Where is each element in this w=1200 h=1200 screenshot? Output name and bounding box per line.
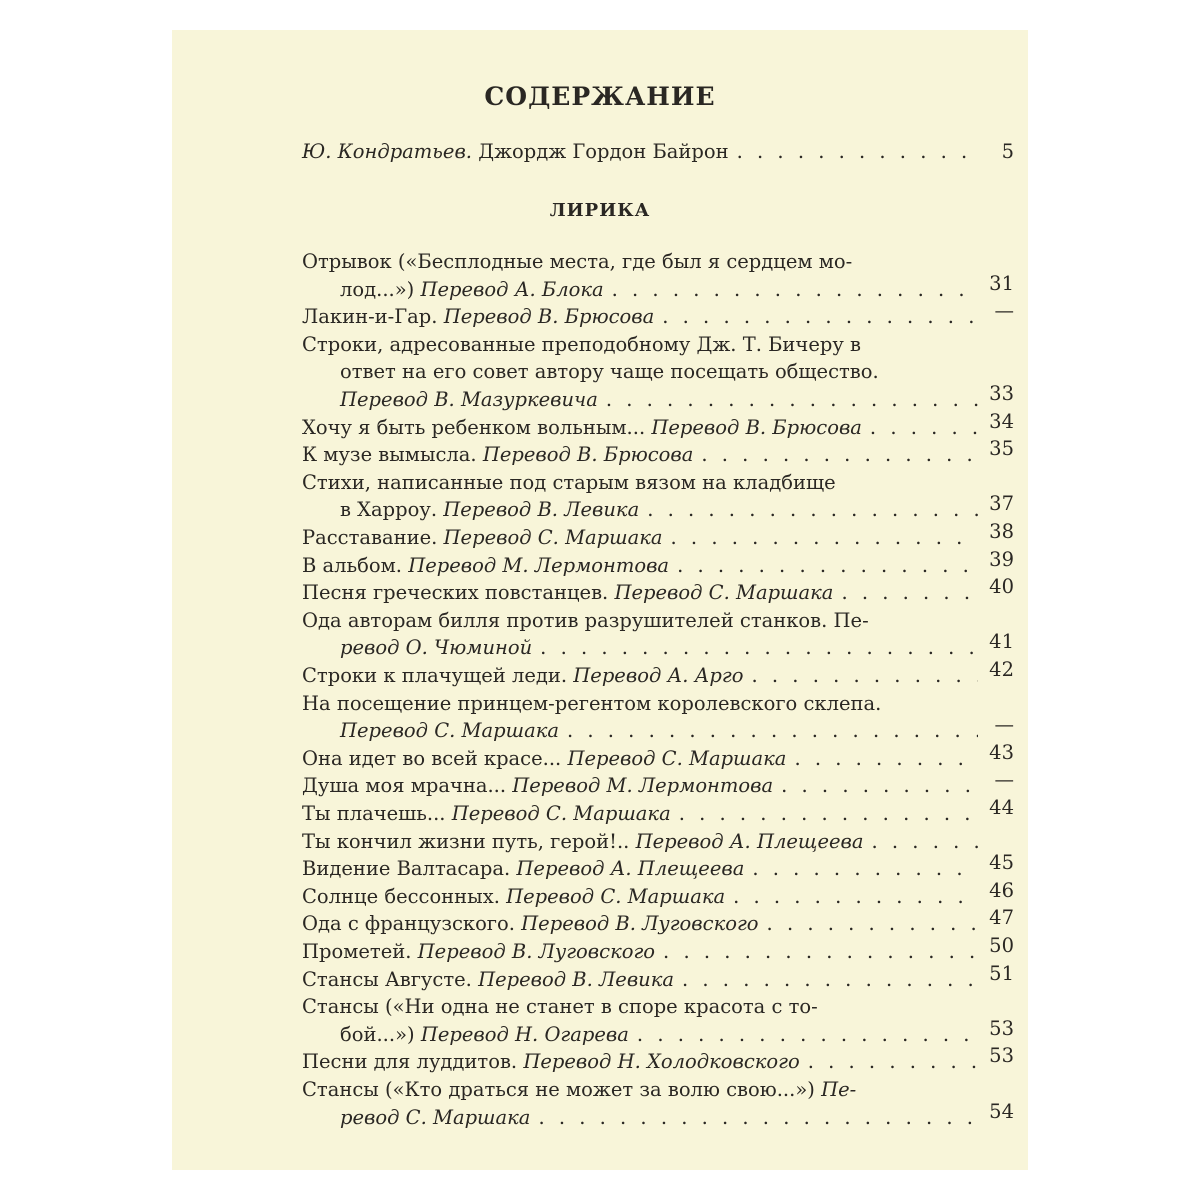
entry-text <box>340 1021 629 1049</box>
entry-translator: Перевод В. Мазуркевича <box>340 388 598 411</box>
page-number: 33 <box>989 382 1014 405</box>
entry-text <box>302 662 744 690</box>
entry-title: бой...») <box>340 1022 415 1046</box>
page-number: 38 <box>989 520 1014 543</box>
dot-leader <box>671 524 978 552</box>
entry-translator: Перевод С. Маршака <box>506 884 726 908</box>
dot-leader <box>808 1048 978 1076</box>
entry-text <box>302 993 818 1021</box>
page-number: 47 <box>989 906 1014 930</box>
dot-leader <box>794 745 978 773</box>
entry-title: Видение Валтасара. <box>302 857 511 881</box>
entry-title: Стансы («Кто драться не может за волю свою...») <box>302 1078 815 1101</box>
entry-translator: Перевод С. Маршака <box>451 802 671 825</box>
toc-entry-line <box>340 630 1014 662</box>
toc-entry-line <box>302 248 982 276</box>
entry-title: лод...») <box>340 277 415 301</box>
toc-entry-line <box>302 878 1014 911</box>
dot-leader <box>538 1104 978 1132</box>
entry-translator: Перевод В. Левика <box>478 967 674 991</box>
page-number: 5 <box>1001 140 1014 163</box>
page-number: 53 <box>989 1044 1014 1068</box>
entry-title: Лакин-и-Гар. <box>302 305 438 329</box>
entry-translator: Перевод С. Маршака <box>614 581 834 605</box>
toc-entry-line <box>302 520 1014 552</box>
entry-text <box>302 745 786 773</box>
entry-title: Стихи, написанные под старым вязом на кладбище <box>302 470 836 494</box>
dot-leader <box>612 276 978 304</box>
dot-leader <box>841 579 978 607</box>
dot-leader <box>677 552 978 580</box>
dot-leader <box>752 855 978 883</box>
page-number: 44 <box>989 796 1014 819</box>
entry-text <box>340 1104 530 1132</box>
toc-entry-line <box>340 1016 1014 1049</box>
page-number: 53 <box>989 1016 1014 1040</box>
entry-title: Стансы («Ни одна не станет в споре красота с то- <box>302 995 818 1019</box>
toc-entry-line <box>302 575 1014 607</box>
entry-title: Стансы Августе. <box>302 967 472 991</box>
dot-leader <box>662 303 978 331</box>
dot-leader <box>606 386 978 414</box>
dot-leader <box>752 662 978 690</box>
entry-translator: ревод С. Маршака <box>340 1105 531 1129</box>
toc-entry-line <box>302 796 1014 828</box>
toc-entry-line <box>302 607 982 635</box>
entry-title: Ода с французского. <box>302 912 515 936</box>
dot-leader <box>872 828 979 856</box>
page-number: 43 <box>989 740 1014 764</box>
page-number: 51 <box>989 961 1014 985</box>
entry-translator: Перевод В. Луговского <box>521 912 759 936</box>
toc-entry-line <box>302 658 1014 690</box>
toc-entry-intro <box>302 138 1014 166</box>
entry-translator: Перевод С. Маршака <box>567 746 787 770</box>
toc-entry-line <box>302 851 1014 883</box>
entry-text <box>302 855 744 883</box>
dot-leader <box>567 717 978 745</box>
page-number: — <box>994 713 1014 737</box>
toc-entry-line <box>302 1076 982 1104</box>
entry-translator: Перевод В. Левика <box>443 498 640 522</box>
entry-text <box>302 828 864 856</box>
entry-translator: Перевод М. Лермонтова <box>512 774 774 798</box>
toc-entry-line <box>302 828 982 856</box>
page-number: 46 <box>989 878 1014 902</box>
entry-text <box>302 552 669 580</box>
entry-title: Ода авторам билля против разрушителей станков. Пе- <box>302 608 869 632</box>
dot-leader <box>767 910 978 938</box>
toc-entry-line <box>340 713 1014 745</box>
entry-text <box>302 331 861 359</box>
entry-title: в Харроу. <box>340 498 438 522</box>
page-number: 41 <box>989 630 1014 654</box>
entry-text <box>302 303 654 331</box>
page-title: СОДЕРЖАНИЕ <box>484 82 716 111</box>
entry-text <box>302 469 836 497</box>
entry-title: Ты кончил жизни путь, герой!.. <box>302 829 630 853</box>
entry-translator: Перевод С. Маршака <box>443 526 663 549</box>
toc-entry-line <box>302 768 1014 800</box>
entry-text <box>302 690 881 718</box>
entry-title: Строки, адресованные преподобному Дж. Т. Бичеру в <box>302 332 861 356</box>
page-number: — <box>994 299 1014 323</box>
toc-entry-line <box>302 331 982 359</box>
toc-entry-line <box>302 547 1014 580</box>
entry-text <box>302 800 671 828</box>
entry-text <box>302 1048 800 1076</box>
entry-text <box>340 276 604 304</box>
toc-entry-line <box>302 299 1014 331</box>
dot-leader <box>637 1021 978 1049</box>
entry-title: ответ на его совет автору чаще посещать общество. <box>340 360 879 384</box>
entry-translator: Перевод А. Арго <box>573 664 744 687</box>
entry-text <box>302 966 674 994</box>
toc-entry-line <box>302 961 1014 994</box>
page-number: 39 <box>989 547 1014 571</box>
dot-leader <box>701 441 978 469</box>
page-number: 35 <box>989 437 1014 461</box>
entry-title: На посещение принцем-регентом королевского склепа. <box>302 691 882 715</box>
entry-text <box>340 386 598 414</box>
entry-title: К музе вымысла. <box>302 443 477 467</box>
toc-entry-line <box>302 437 1014 469</box>
entry-text <box>302 772 773 800</box>
entry-title: Прометей. <box>302 940 412 963</box>
intro-author: Ю. Кондратьев. <box>302 140 473 163</box>
entry-text <box>302 524 663 552</box>
toc-entry-line <box>340 492 1014 524</box>
dot-leader <box>682 966 978 994</box>
section-title: ЛИРИКА <box>549 200 651 221</box>
entry-title: Хочу я быть ребенком вольным... <box>302 415 646 439</box>
entry-title: Душа моя мрачна... <box>302 774 507 798</box>
entry-title: В альбом. <box>302 553 403 577</box>
entry-text <box>340 358 879 386</box>
dot-leader <box>737 138 978 166</box>
entry-translator: Перевод М. Лермонтова <box>408 553 670 577</box>
toc-entry-line <box>340 382 1014 414</box>
dot-leader <box>663 938 978 966</box>
entry-translator: Перевод В. Луговского <box>417 940 656 963</box>
entry-text <box>302 1076 856 1104</box>
dot-leader <box>870 414 978 442</box>
entry-text <box>340 717 559 745</box>
intro-title: Джордж Гордон Байрон <box>478 140 729 163</box>
page-number: 37 <box>989 492 1014 516</box>
entry-title: Песни для луддитов. <box>302 1050 518 1074</box>
page-number: — <box>994 768 1014 792</box>
page-number: 40 <box>989 575 1014 599</box>
entry-title: Отрывок («Бесплодные места, где был я сердцем мо- <box>302 250 853 273</box>
book-page <box>172 30 1028 1170</box>
toc-entry-line <box>340 271 1014 304</box>
entry-translator: Перевод С. Маршака <box>340 719 559 743</box>
entry-text <box>302 441 693 469</box>
entry-translator: Перевод А. Блока <box>420 277 604 301</box>
entry-title: Она идет во всей красе... <box>302 746 562 770</box>
toc-entry-line <box>302 409 1014 442</box>
toc-entry-line <box>340 1099 1014 1132</box>
entry-text <box>340 496 639 524</box>
entry-translator: Перевод А. Плещеева <box>635 829 864 853</box>
entry-title: Песня греческих повстанцев. <box>302 581 609 605</box>
dot-leader <box>679 800 978 828</box>
dot-leader <box>647 496 978 524</box>
toc-entry-line <box>302 740 1014 773</box>
entry-title: Солнце бессонных. <box>302 884 500 908</box>
page-number: 50 <box>989 934 1014 957</box>
toc-entry-line <box>302 906 1014 938</box>
entry-text <box>302 883 725 911</box>
entry-translator: Пе- <box>821 1078 857 1101</box>
toc-entry-line <box>340 358 982 386</box>
page-number: 45 <box>989 851 1014 875</box>
entry-translator: ревод О. Чюминой <box>340 636 533 660</box>
toc-entry-line <box>302 690 982 718</box>
entry-title: Расставание. <box>302 526 438 549</box>
page-number: 42 <box>989 658 1014 681</box>
dot-leader <box>540 634 978 662</box>
toc-entry-line <box>302 934 1014 966</box>
entry-text <box>340 634 532 662</box>
entry-title: Ты плачешь... <box>302 802 446 825</box>
page-number: 31 <box>989 271 1014 295</box>
entry-text <box>302 248 852 276</box>
page-number: 54 <box>989 1099 1014 1123</box>
dot-leader <box>733 883 978 911</box>
entry-translator: Перевод Н. Холодковского <box>523 1050 800 1074</box>
entry-text <box>302 414 862 442</box>
entry-translator: Перевод В. Брюсова <box>482 443 694 467</box>
entry-translator: Перевод В. Брюсова <box>651 415 862 439</box>
toc-entry-line <box>302 993 982 1021</box>
entry-text <box>302 910 759 938</box>
toc-entry-line <box>302 469 982 497</box>
entry-text <box>302 607 869 635</box>
entry-text <box>302 938 655 966</box>
entry-translator: Перевод Н. Огарева <box>420 1022 629 1046</box>
toc-entry-line <box>302 1044 1014 1076</box>
page-number: 34 <box>989 409 1014 433</box>
entry-title: Строки к плачущей леди. <box>302 664 568 687</box>
entry-translator: Перевод В. Брюсова <box>443 305 655 329</box>
entry-translator: Перевод А. Плещеева <box>516 857 745 881</box>
dot-leader <box>781 772 978 800</box>
entry-text <box>302 579 833 607</box>
